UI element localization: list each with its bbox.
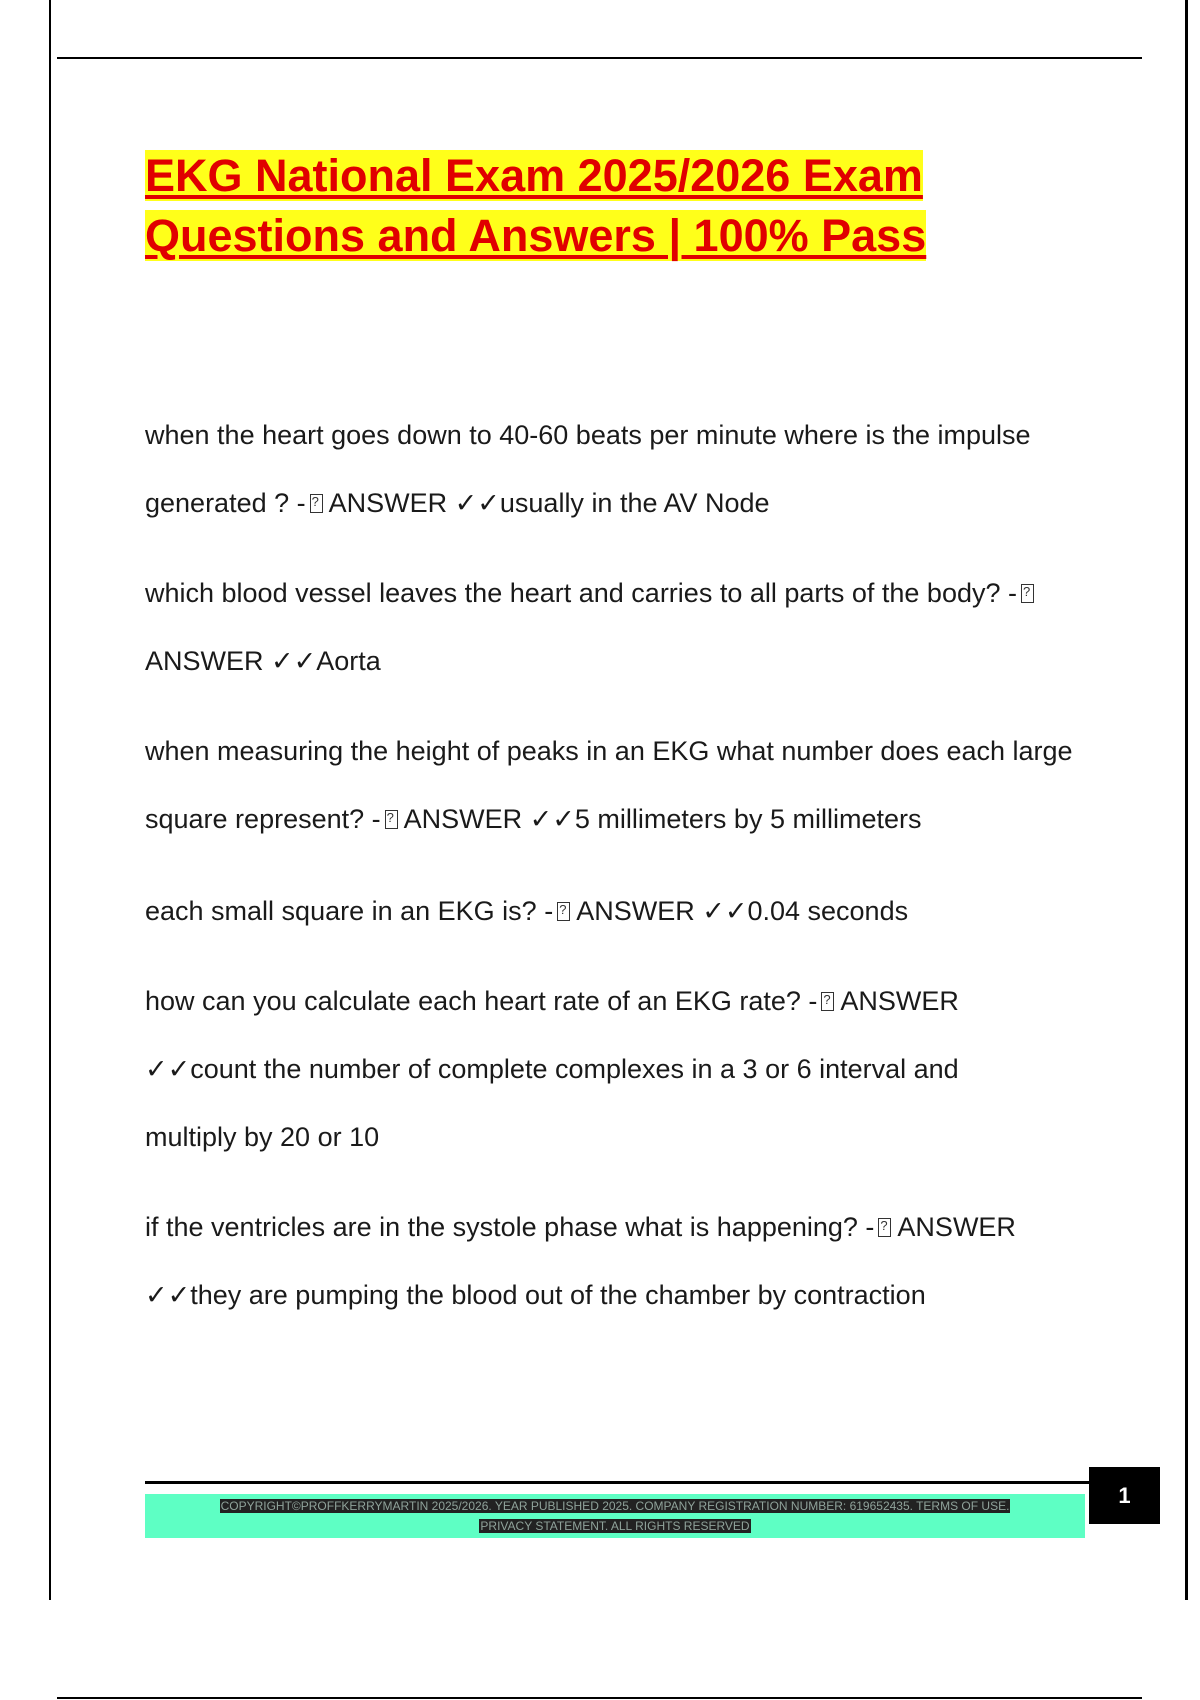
question-text: which blood vessel leaves the heart and carries to all parts of the body? - [145,578,1017,608]
qa-item [145,559,1095,695]
page-border-left [49,0,51,1600]
answer-marker: ANSWER ✓✓ [145,986,959,1084]
answer-text: usually in the AV Node [499,488,770,518]
answer-marker: ANSWER ✓✓ [145,646,317,676]
question-text: when the heart goes down to 40-60 beats per minute where is the impulse generated ? - [145,420,1031,518]
missing-glyph-icon [878,1218,891,1237]
missing-glyph-icon [557,902,570,921]
page-number: 1 [1089,1467,1160,1524]
qa-item [145,1193,1075,1329]
question-text: how can you calculate each heart rate of an EKG rate? - [145,986,818,1016]
qa-item [145,877,1095,945]
question-text: when measuring the height of peaks in an EKG what number does each large square represent? - [145,736,1073,834]
answer-text: 5 millimeters by 5 millimeters [574,804,922,834]
header-rule [57,57,1142,59]
answer-text: Aorta [316,646,381,676]
question-text: each small square in an EKG is? - [145,896,554,926]
copyright-line-2: PRIVACY STATEMENT. ALL RIGHTS RESERVED [480,1519,750,1533]
qa-item [145,717,1095,853]
title-line-2: Questions and Answers | 100% Pass [145,210,927,261]
page-border-right [1185,0,1188,1600]
answer-marker: ANSWER ✓✓ [145,1212,1016,1310]
title-line-1: EKG National Exam 2025/2026 Exam [145,150,923,201]
answer-text: count the number of complete complexes in a 3 or 6 interval and multiply by 20 or 10 [145,1054,959,1152]
answer-marker: ANSWER ✓✓ [328,488,500,518]
answer-text: 0.04 seconds [747,896,909,926]
document-title [145,146,1025,266]
copyright-footer [145,1494,1085,1538]
footer-rule [145,1481,1090,1484]
answer-text: they are pumping the blood out of the chamber by contraction [190,1280,926,1310]
qa-item [145,401,1095,537]
missing-glyph-icon [385,810,398,829]
question-text: if the ventricles are in the systole phase what is happening? - [145,1212,875,1242]
missing-glyph-icon [821,992,834,1011]
missing-glyph-icon [1021,584,1034,603]
qa-item [145,967,1025,1171]
copyright-line-1: COPYRIGHT©PROFFKERRYMARTIN 2025/2026. YEAR PUBLISHED 2025. COMPANY REGISTRATION NUMBER: 619652435. TERMS OF USE. [220,1499,1010,1513]
missing-glyph-icon [310,494,323,513]
answer-marker: ANSWER ✓✓ [403,804,575,834]
answer-marker: ANSWER ✓✓ [576,896,748,926]
next-page-rule [57,1697,1142,1699]
